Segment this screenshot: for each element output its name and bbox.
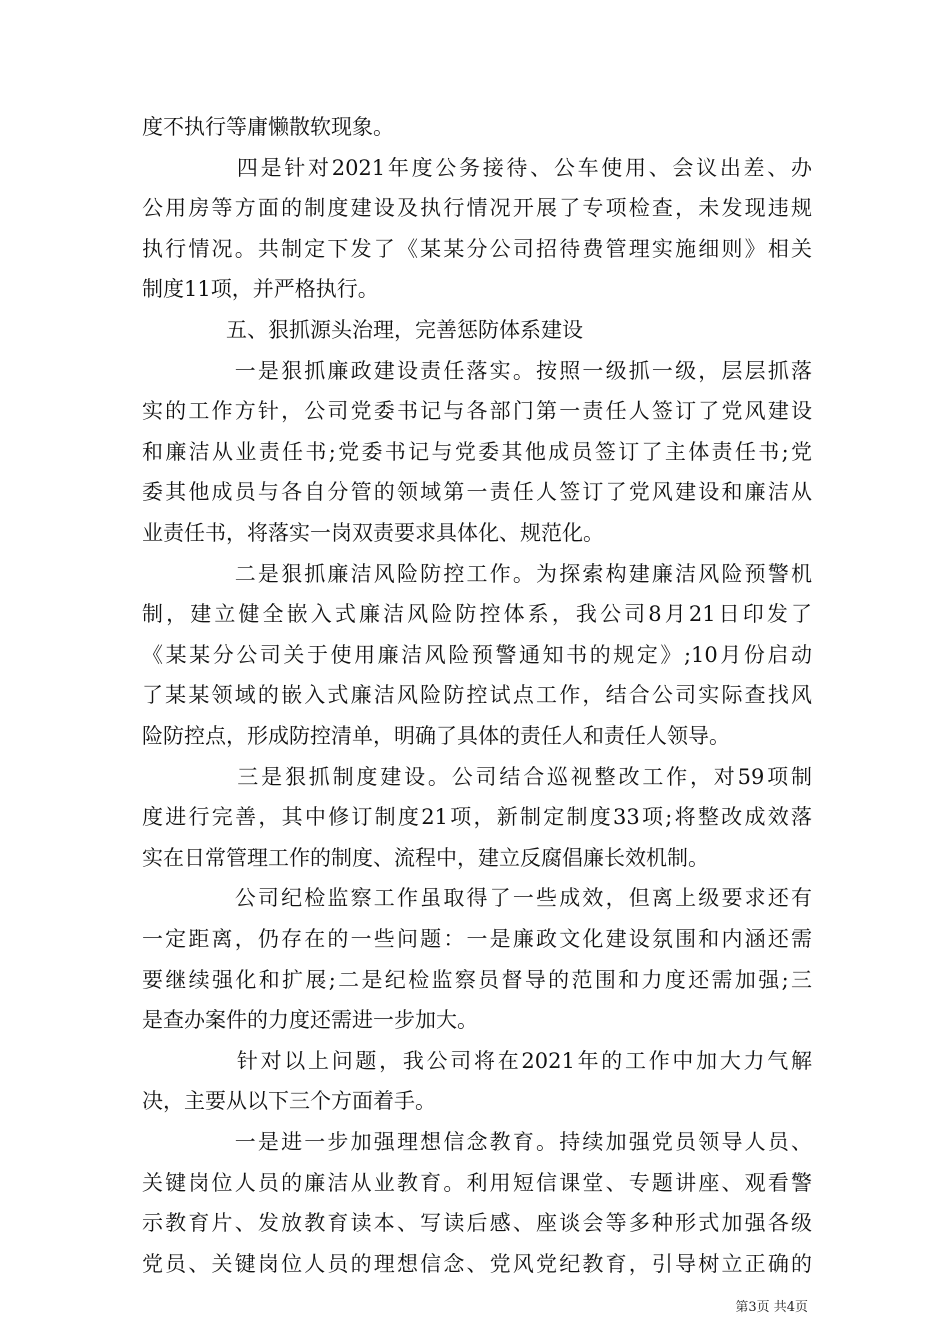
text-line-22: 要继续强化和扩展;二是纪检监察员督导的范围和力度还需加强;三	[142, 967, 812, 992]
text-line-17: 三是狠抓制度建设。公司结合巡视整改工作，对59项制	[142, 764, 812, 789]
page-footer: 第3页 共4页	[735, 1300, 808, 1315]
text-line-14: 《某某分公司关于使用廉洁风险预警通知书的规定》;10月份启动	[142, 642, 812, 667]
text-line-12: 二是狠抓廉洁风险防控工作。为探索构建廉洁风险预警机	[142, 561, 812, 586]
text-line-18: 度进行完善，其中修订制度21项，新制定制度33项;将整改成效落	[142, 805, 812, 830]
text-line-4: 执行情况。共制定下发了《某某分公司招待费管理实施细则》相关	[142, 236, 812, 261]
text-line-23: 是查办案件的力度还需进一步加大。	[142, 1008, 478, 1033]
text-line-28: 示教育片、发放教育读本、写读后感、座谈会等多种形式加强各级	[142, 1211, 812, 1236]
text-line-25: 决，主要从以下三个方面着手。	[142, 1089, 436, 1114]
text-line-10: 委其他成员与各自分管的领域第一责任人签订了党风建设和廉洁从	[142, 480, 812, 505]
text-line-24: 针对以上问题，我公司将在2021年的工作中加大力气解	[142, 1048, 812, 1073]
text-line-29: 党员、关键岗位人员的理想信念、党风党纪教育，引导树立正确的	[142, 1251, 812, 1276]
text-line-19: 实在日常管理工作的制度、流程中，建立反腐倡廉长效机制。	[142, 845, 709, 870]
text-line-1: 度不执行等庸懒散软现象。	[142, 115, 394, 139]
text-line-2: 四是针对2021年度公务接待、公车使用、会议出差、办	[142, 155, 812, 180]
text-line-16: 险防控点，形成防控清单，明确了具体的责任人和责任人领导。	[142, 724, 730, 748]
text-line-5: 制度11项，并严格执行。	[142, 277, 379, 302]
text-line-15: 了某某领域的嵌入式廉洁风险防控试点工作，结合公司实际查找风	[142, 683, 812, 708]
text-line-20: 公司纪检监察工作虽取得了一些成效，但离上级要求还有	[142, 886, 812, 911]
text-line-8: 实的工作方针，公司党委书记与各部门第一责任人签订了党风建设	[142, 399, 812, 424]
text-line-9: 和廉洁从业责任书;党委书记与党委其他成员签订了主体责任书;党	[142, 439, 812, 464]
text-line-26: 一是进一步加强理想信念教育。持续加强党员领导人员、	[142, 1130, 812, 1154]
text-line-11: 业责任书，将落实一岗双责要求具体化、规范化。	[142, 521, 604, 545]
text-line-13: 制，建立健全嵌入式廉洁风险防控体系，我公司8月21日印发了	[142, 602, 812, 627]
text-line-27: 关键岗位人员的廉洁从业教育。利用短信课堂、专题讲座、观看警	[142, 1170, 812, 1195]
text-line-21: 一定距离，仍存在的一些问题：一是廉政文化建设氛围和内涵还需	[142, 927, 812, 951]
text-line-7: 一是狠抓廉政建设责任落实。按照一级抓一级，层层抓落	[142, 358, 812, 383]
section-heading: 五、狠抓源头治理，完善惩防体系建设	[142, 318, 583, 342]
text-line-3: 公用房等方面的制度建设及执行情况开展了专项检查，未发现违规	[142, 196, 812, 221]
